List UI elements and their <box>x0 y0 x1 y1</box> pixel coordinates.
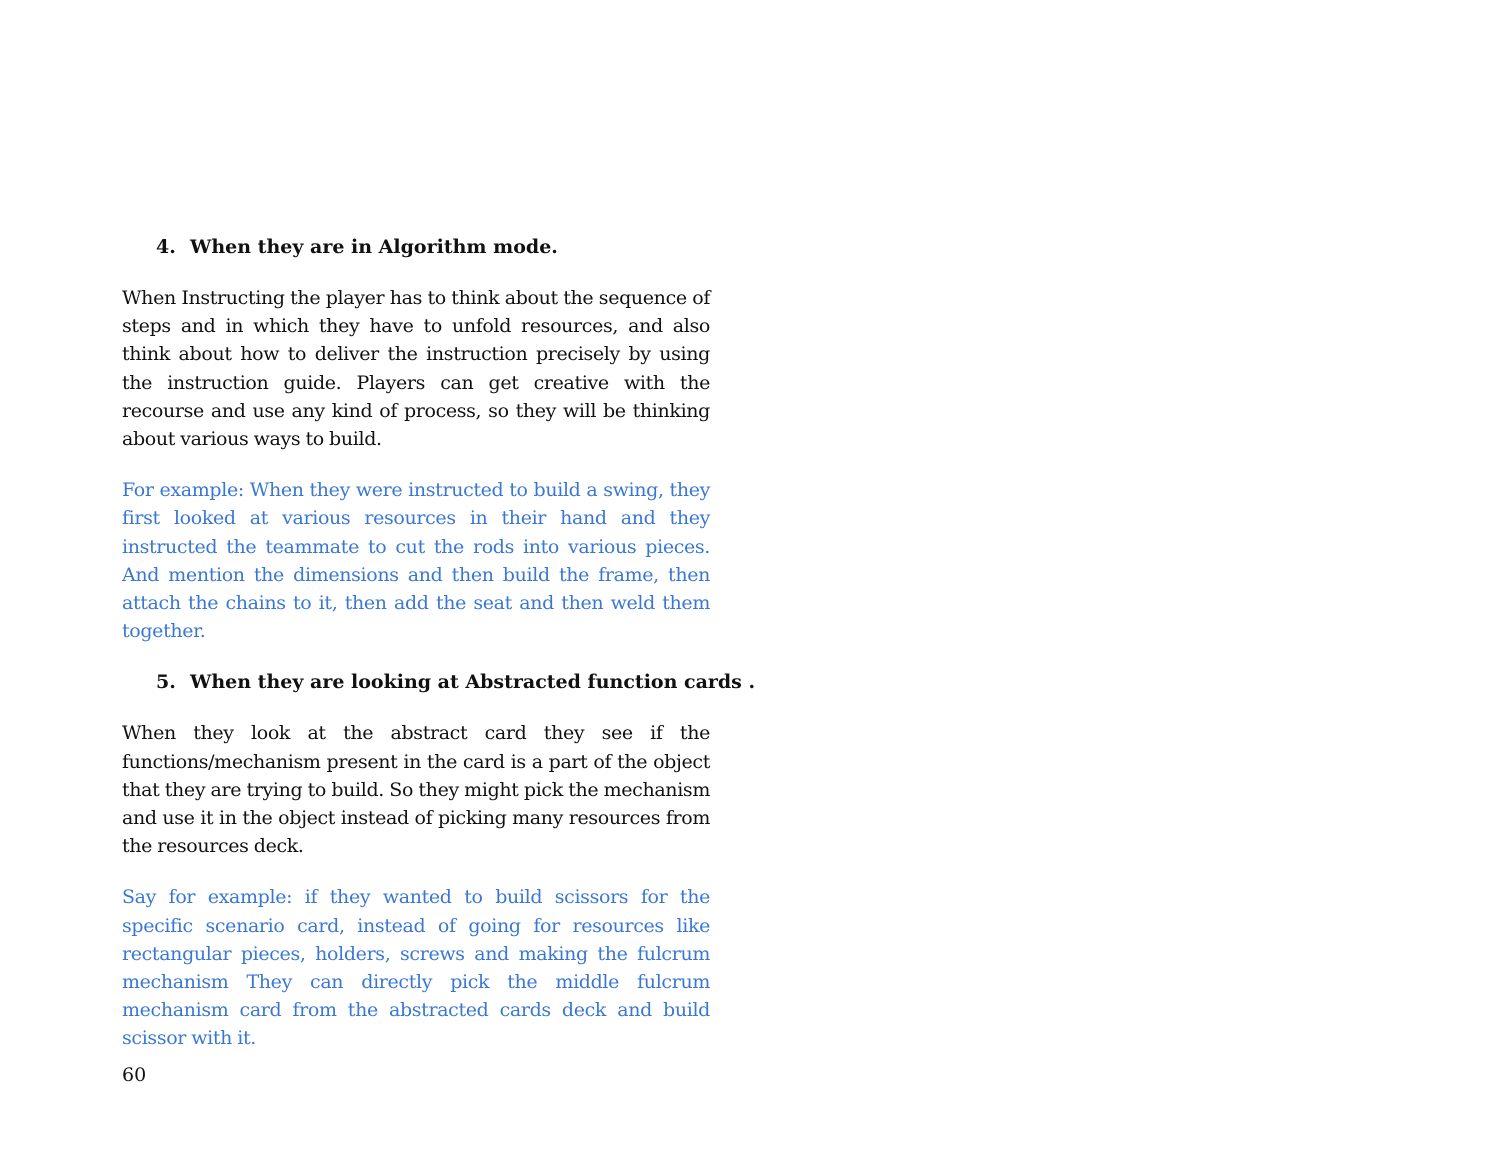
page-number: 60 <box>122 1064 147 1086</box>
text-column <box>122 233 756 1076</box>
section-number: 4. <box>156 236 176 258</box>
section-title: When they are in Algorithm mode. <box>190 236 558 258</box>
section-body-paragraph: When they look at the abstract card they see if the functions/mechanism present in the card is a part of the object that they are trying to build. So they might pick the mechanism and use it in the object instead of picking many resources from the resources deck. <box>122 722 710 858</box>
section-example-paragraph: Say for example: if they wanted to build scissors for the specific scenario card, instead of going for resources like rectangular pieces, holders, screws and making the fulcrum mechanism They can directly pick the middle fulcrum mechanism card from the abstracted cards deck and build scissor with it. <box>122 886 710 1050</box>
section-example-paragraph: For example: When they were instructed to build a swing, they first looked at various resources in their hand and they instructed the teammate to cut the rods into various pieces. And mention the dimensions and then build the frame, then attach the chains to it, then add the seat and then weld them together. <box>122 479 710 643</box>
section-heading-5 <box>122 668 756 696</box>
section-number: 5. <box>156 671 176 694</box>
section-body-paragraph: When Instructing the player has to think about the sequence of steps and in which they have to unfold resources, and also think about how to deliver the instruction precisely by using the instruction guide. Players can get creative with the recourse and use any kind of process, so they will be thinking about various ways to build. <box>122 287 710 451</box>
section-heading-4 <box>122 233 710 261</box>
section-title: When they are looking at Abstracted function cards . <box>190 671 756 694</box>
